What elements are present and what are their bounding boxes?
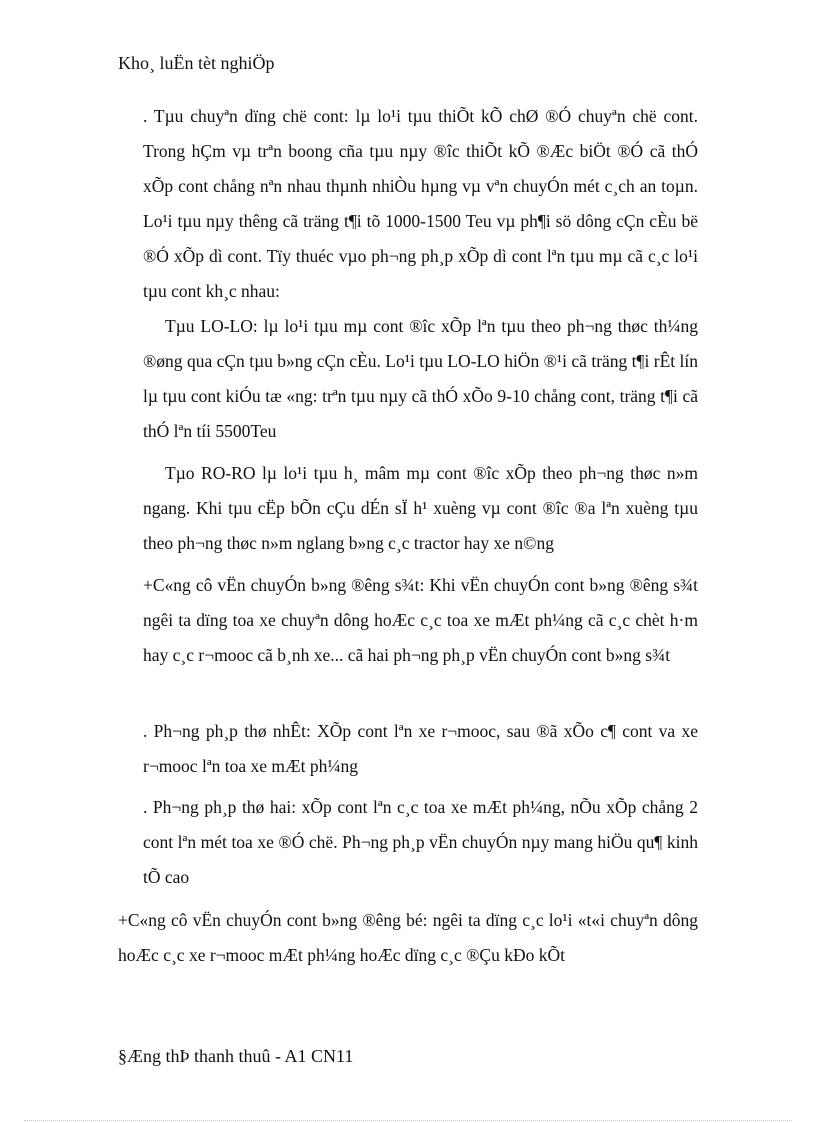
page-footer: §Æng thÞ thanh thuû - A1 CN11 (118, 1046, 354, 1066)
paragraph-rail-transport: +C«ng cô vËn chuyÓn b»ng ®êng s¾t: Khi vËn chuyÓn cont b»ng ®êng s¾t ngêi ta dïng toa xe chuyªn dông hoÆc c¸c toa xe mÆt ph¼ng cã c¸c chèt h·m hay c¸c r¬mooc cã b¸nh xe... cã hai ph¬ng ph¸p vËn chuyÓn cont b»ng s¾t (143, 575, 698, 665)
paragraph-road-transport: +C«ng cô vËn chuyÓn cont b»ng ®êng bé: ngêi ta dïng c¸c lo¹i «t«i chuyªn dông hoÆc c¸c xe r¬mooc mÆt ph¼ng hoÆc dïng c¸c ®Çu kÐo kÕt (118, 910, 698, 965)
paragraph-rail-method-two: . Ph¬ng ph¸p thø hai: xÕp cont lªn c¸c toa xe mÆt ph¼ng, nÕu xÕp chång 2 cont lªn mét toa xe ®Ó chë. Ph¬ng ph¸p vËn chuyÓn nµy mang hiÖu qu¶ kinh tÕ cao (143, 797, 698, 887)
page-header: Kho¸ luËn tèt nghiÖp (118, 53, 275, 73)
paragraph-roro-ship: Tµo RO-RO lµ lo¹i tµu h¸ mâm mµ cont ®îc xÕp theo ph¬ng thøc n»m ngang. Khi tµu cËp bÕn cÇu dÉn sÏ h¹ xuèng vµ cont ®îc ®a lªn xuèng tµu theo ph¬ng thøc n»m nglang b»ng c¸c tractor hay xe n©ng (143, 463, 698, 553)
paragraph-specialized-container-ship: . Tµu chuyªn dïng chë cont: lµ lo¹i tµu thiÕt kÕ chØ ®Ó chuyªn chë cont. Trong hÇm vµ trªn boong cña tµu nµy ®îc thiÕt kÕ ®Æc biÖt ®Ó cã thÓ xÕp cont chång nªn nhau thµnh nhiÒu hµng vµ vªn chuyÓn mét c¸ch an toµn. Lo¹i tµu nµy thêng cã träng t¶i tõ 1000-1500 Teu vµ ph¶i sö dông cÇn cÈu bë ®Ó xÕp dì cont. Tïy thuéc vµo ph¬ng ph¸p xÕp dì cont lªn tµu mµ cã c¸c lo¹i tµu cont kh¸c nhau: (143, 106, 698, 301)
paragraph-lolo-ship: Tµu LO-LO: lµ lo¹i tµu mµ cont ®îc xÕp lªn tµu theo ph¬ng thøc th¼ng ®øng qua cÇn tµu b»ng cÇn cÈu. Lo¹i tµu LO-LO hiÖn ®¹i cã träng t¶i rÊt lín lµ tµu cont kiÓu tæ «ng: trªn tµu nµy cã thÓ xÕo 9-10 chång cont, träng t¶i cã thÓ lªn tíi 5500Teu (143, 316, 698, 441)
page-bottom-divider (24, 1120, 792, 1121)
paragraph-rail-method-one: . Ph¬ng ph¸p thø nhÊt: XÕp cont lªn xe r¬mooc, sau ®ã xÕo c¶ cont va xe r¬mooc lªn toa xe mÆt ph¼ng (143, 721, 698, 776)
